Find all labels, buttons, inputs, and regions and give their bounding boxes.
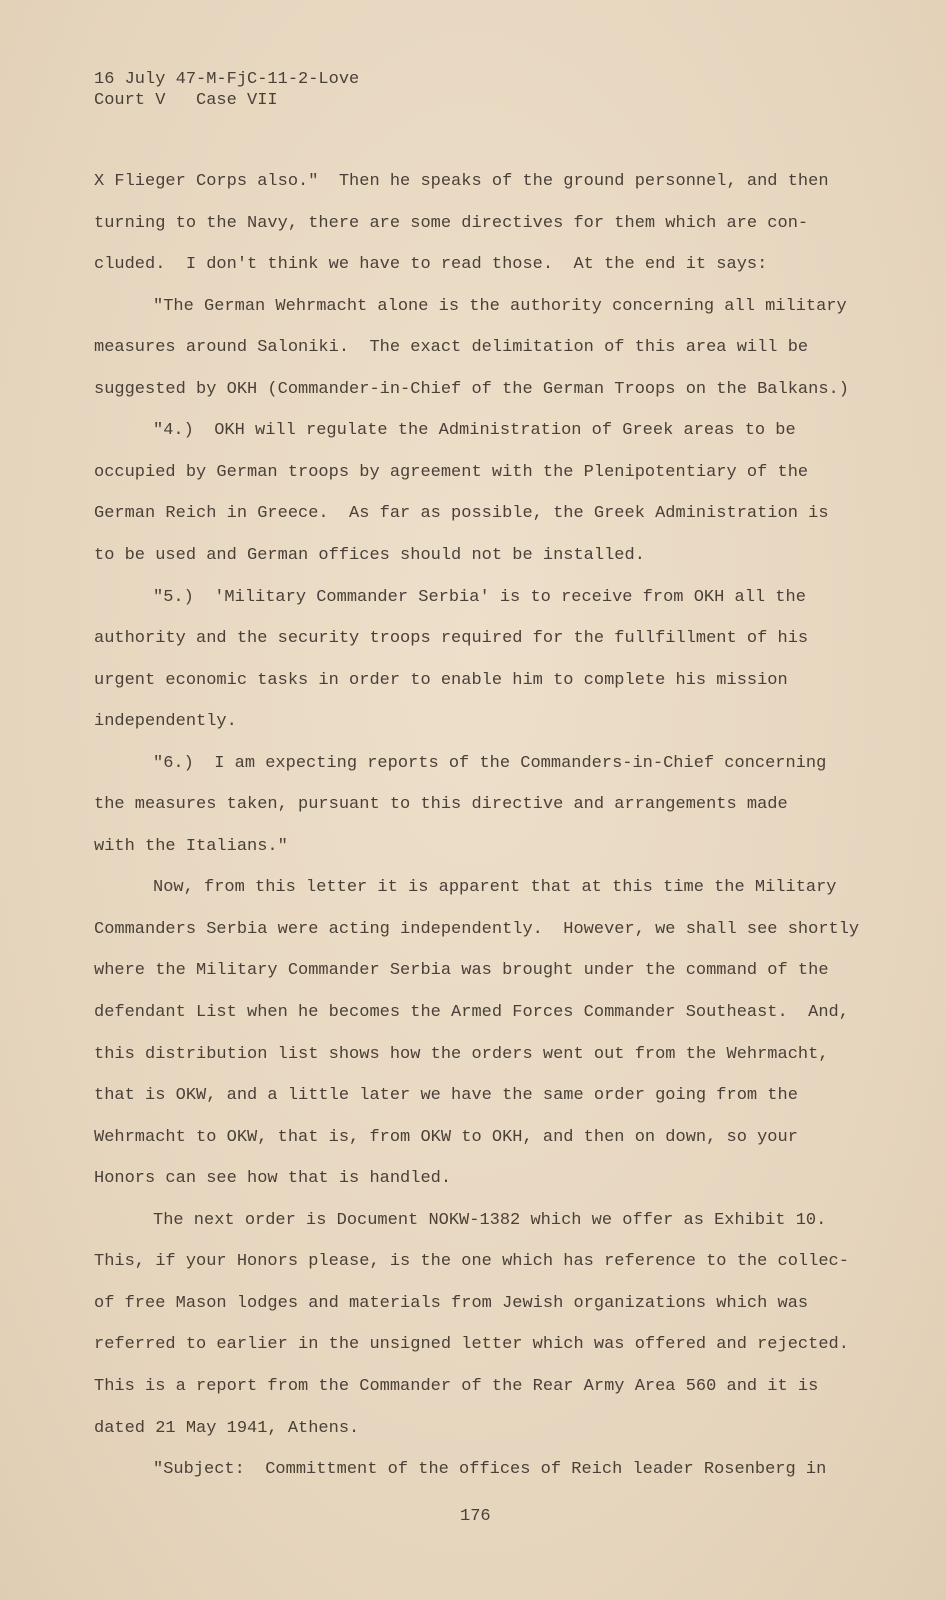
text-line: "5.) 'Military Commander Serbia' is to receive from OKH all the: [153, 587, 806, 607]
text-line: authority and the security troops required for the fullfillment of his: [94, 629, 809, 649]
text-line: this distribution list shows how the orders went out from the Wehrmacht,: [94, 1044, 829, 1064]
text-line: to be used and German offices should not be installed.: [94, 545, 645, 565]
text-line: dated 21 May 1941, Athens.: [94, 1418, 360, 1438]
text-line: of free Mason lodges and materials from Jewish organizations which was: [94, 1293, 809, 1313]
header-line-date-code: 16 July 47-M-FjC-11-2-Love: [94, 70, 360, 89]
text-line: turning to the Navy, there are some directives for them which are con-: [94, 213, 809, 233]
text-line: referred to earlier in the unsigned letter which was offered and rejected.: [94, 1335, 849, 1355]
text-line: This, if your Honors please, is the one which has reference to the collec-: [94, 1252, 849, 1272]
text-line: independently.: [94, 712, 237, 732]
text-line: Commanders Serbia were acting independently. However, we shall see shortly: [94, 919, 860, 939]
text-line: measures around Saloniki. The exact delimitation of this area will be: [94, 338, 809, 358]
text-line: "Subject: Committment of the offices of Reich leader Rosenberg in: [153, 1460, 827, 1480]
header-line-court-case: Court V Case VII: [94, 91, 278, 110]
text-line: X Flieger Corps also." Then he speaks of the ground personnel, and then: [94, 172, 829, 191]
text-line: cluded. I don't think we have to read those. At the end it says:: [94, 255, 768, 275]
page-number: 176: [460, 1507, 491, 1526]
text-line: with the Italians.": [94, 836, 288, 856]
text-line: Wehrmacht to OKW, that is, from OKW to OKH, and then on down, so your: [94, 1127, 798, 1147]
text-line: suggested by OKH (Commander-in-Chief of the German Troops on the Balkans.): [94, 379, 849, 399]
text-line: the measures taken, pursuant to this directive and arrangements made: [94, 795, 788, 815]
text-line: "4.) OKH will regulate the Administration of Greek areas to be: [153, 421, 796, 441]
text-line: German Reich in Greece. As far as possible, the Greek Administration is: [94, 504, 829, 524]
text-line: "The German Wehrmacht alone is the authority concerning all military: [153, 296, 847, 316]
text-line: where the Military Commander Serbia was brought under the command of the: [94, 961, 829, 981]
text-line: Honors can see how that is handled.: [94, 1169, 452, 1189]
text-line: Now, from this letter it is apparent that at this time the Military: [153, 878, 837, 898]
text-line: The next order is Document NOKW-1382 which we offer as Exhibit 10.: [153, 1210, 827, 1230]
text-line: "6.) I am expecting reports of the Commanders-in-Chief concerning: [153, 753, 827, 773]
text-line: defendant List when he becomes the Armed Forces Commander Southeast. And,: [94, 1003, 849, 1022]
text-line: urgent economic tasks in order to enable him to complete his mission: [94, 670, 788, 690]
text-line: occupied by German troops by agreement with the Plenipotentiary of the: [94, 462, 809, 482]
text-line: that is OKW, and a little later we have the same order going from the: [94, 1086, 798, 1106]
text-line: This is a report from the Commander of the Rear Army Area 560 and it is: [94, 1376, 819, 1396]
